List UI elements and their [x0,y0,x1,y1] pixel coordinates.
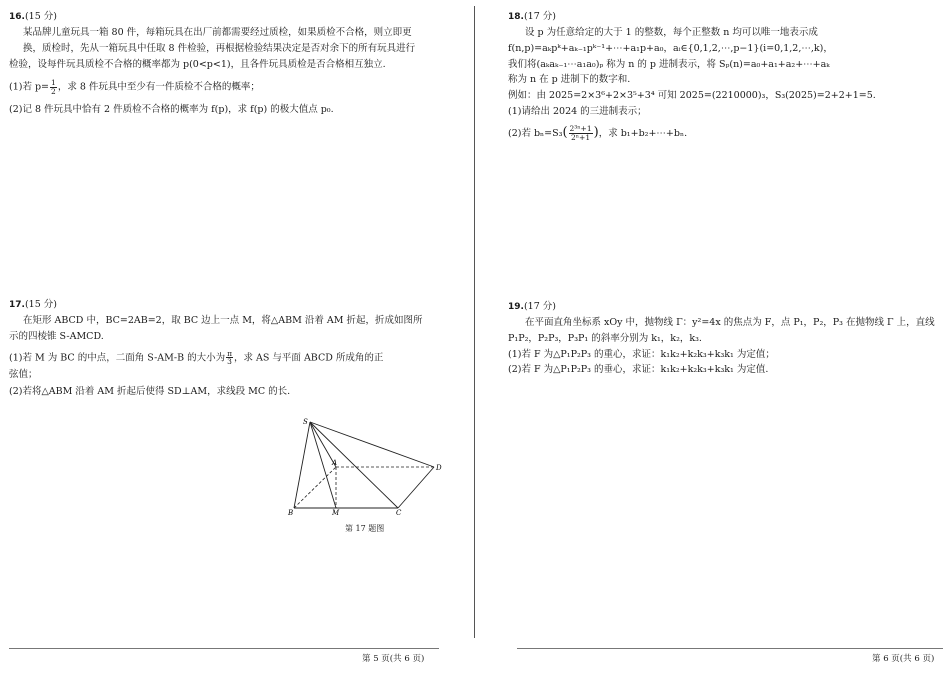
question-text-line: 示的四棱锥 S-AMCD. [9,330,104,342]
label-C: C [396,509,402,516]
label-B: B [288,509,294,516]
question-17 [9,298,459,401]
question-part-2: (2)记 8 件玩具中恰有 2 件质检不合格的概率为 f(p)，求 f(p) 的极大值点 p₀. [9,104,334,116]
question-text-line: 在矩形 ABCD 中，BC=2AB=2，取 BC 边上一点 M，将△ABM 沿着 AM 折起，折成如图所 [23,315,423,327]
question-text-line: 例如：由 2025=2×3⁶+2×3⁵+3⁴ 可知 2025=(2210000)₃，S₃(2025)=2+2+1=5. [508,90,876,102]
question-points: (15 分) [24,11,57,22]
question-text-line: 称为 n 在 p 进制下的数字和. [508,74,631,86]
question-18 [508,10,938,144]
label-A: A [332,459,338,467]
label-D: D [436,464,442,472]
question-part-1: (1)若 M 为 BC 的中点，二面角 S-AM-B 的大小为 $\frac{\pi}{3}$ ，求 AS 与平面 ABCD 所成角的正 [9,348,384,367]
question-text-line: 在平面直角坐标系 xOy 中，抛物线 Γ：y²=4x 的焦点为 F，点 P₁，P₂，P₃ 在抛物线 Γ 上，直线 [525,317,935,329]
question-text-line: 某品牌儿童玩具一箱 80 件，每箱玩具在出厂前都需要经过质检，如果质检不合格，则立即更 [23,27,412,39]
page-number: 第 5 页(共 6 页) [362,654,425,664]
pyramid-figure [282,412,447,516]
fraction: $\frac{1}{2}$ [51,78,56,96]
question-part-2: (2)若 F 为△P₁P₂P₃ 的垂心，求证：k₁k₂+k₂k₃+k₃k₁ 为定值. [508,364,769,376]
question-number: 17. [9,300,25,310]
question-text-line: 我们将(aₖaₖ₋₁⋯a₁a₀)ₚ 称为 n 的 p 进制表示，将 Sₚ(n)=a₀+a₁+a₂+⋯+aₖ [508,58,830,70]
question-text-line: 弦值； [9,368,38,380]
question-text-line: 换，质检时，先从一箱玩具中任取 8 件检验，再根据检验结果决定是否对余下的所有玩具进行 [23,42,416,54]
figure-caption: 第 17 题图 [345,524,385,533]
question-points: (17 分) [523,301,556,312]
question-text-line: f(n,p)=aₖpᵏ+aₖ₋₁pᵏ⁻¹+⋯+a₁p+a₀，aᵢ∈{0,1,2,⋯,p−1}(i=0,1,2,⋯,k)， [508,42,833,54]
question-number: 18. [508,12,524,22]
footer-rule [517,648,943,649]
question-text-line: 设 p 为任意给定的大于 1 的整数，每个正整数 n 均可以唯一地表示成 [525,27,818,39]
question-part-1: (1)若 p= $\frac{1}{2}$ ，求 8 件玩具中至少有一件质检不合格的概率； [9,78,260,96]
question-part-1: (1)若 F 为△P₁P₂P₃ 的重心，求证：k₁k₂+k₂k₃+k₃k₁ 为定值； [508,348,775,360]
question-text-line: 检验，设每件玩具质检不合格的概率都为 p(0<p<1)，且各件玩具质检是否合格相互独立. [9,58,386,70]
question-number: 16. [9,12,25,22]
label-M: M [332,509,340,516]
question-text-line: P₁P₂，P₂P₃，P₃P₁ 的斜率分别为 k₁，k₂，k₃. [508,332,702,344]
question-16 [9,10,459,119]
page-number: 第 6 页(共 6 页) [872,654,935,664]
question-part-2: (2)若将△ABM 沿着 AM 折起后使得 SD⊥AM，求线段 MC 的长. [9,386,291,398]
question-points: (15 分) [24,299,57,310]
footer-rule [9,648,439,649]
label-S: S [303,418,308,426]
fraction: $\frac{\pi}{3}$ [227,348,233,367]
question-points: (17 分) [523,11,556,22]
question-number: 19. [508,302,524,312]
fraction: $\frac{\text{2³ⁿ+1}}{\text{2ⁿ+1}}$ [569,124,592,142]
question-part-1: (1)请给出 2024 的三进制表示； [508,105,647,117]
question-19 [508,300,938,379]
question-part-2: (2)若 bₙ=S₃( $\frac{\text{2³ⁿ+1}}{\text{2ⁿ+1}}$ )，求 b₁+b₂+⋯+bₙ. [508,124,688,142]
page-6 [475,0,950,683]
